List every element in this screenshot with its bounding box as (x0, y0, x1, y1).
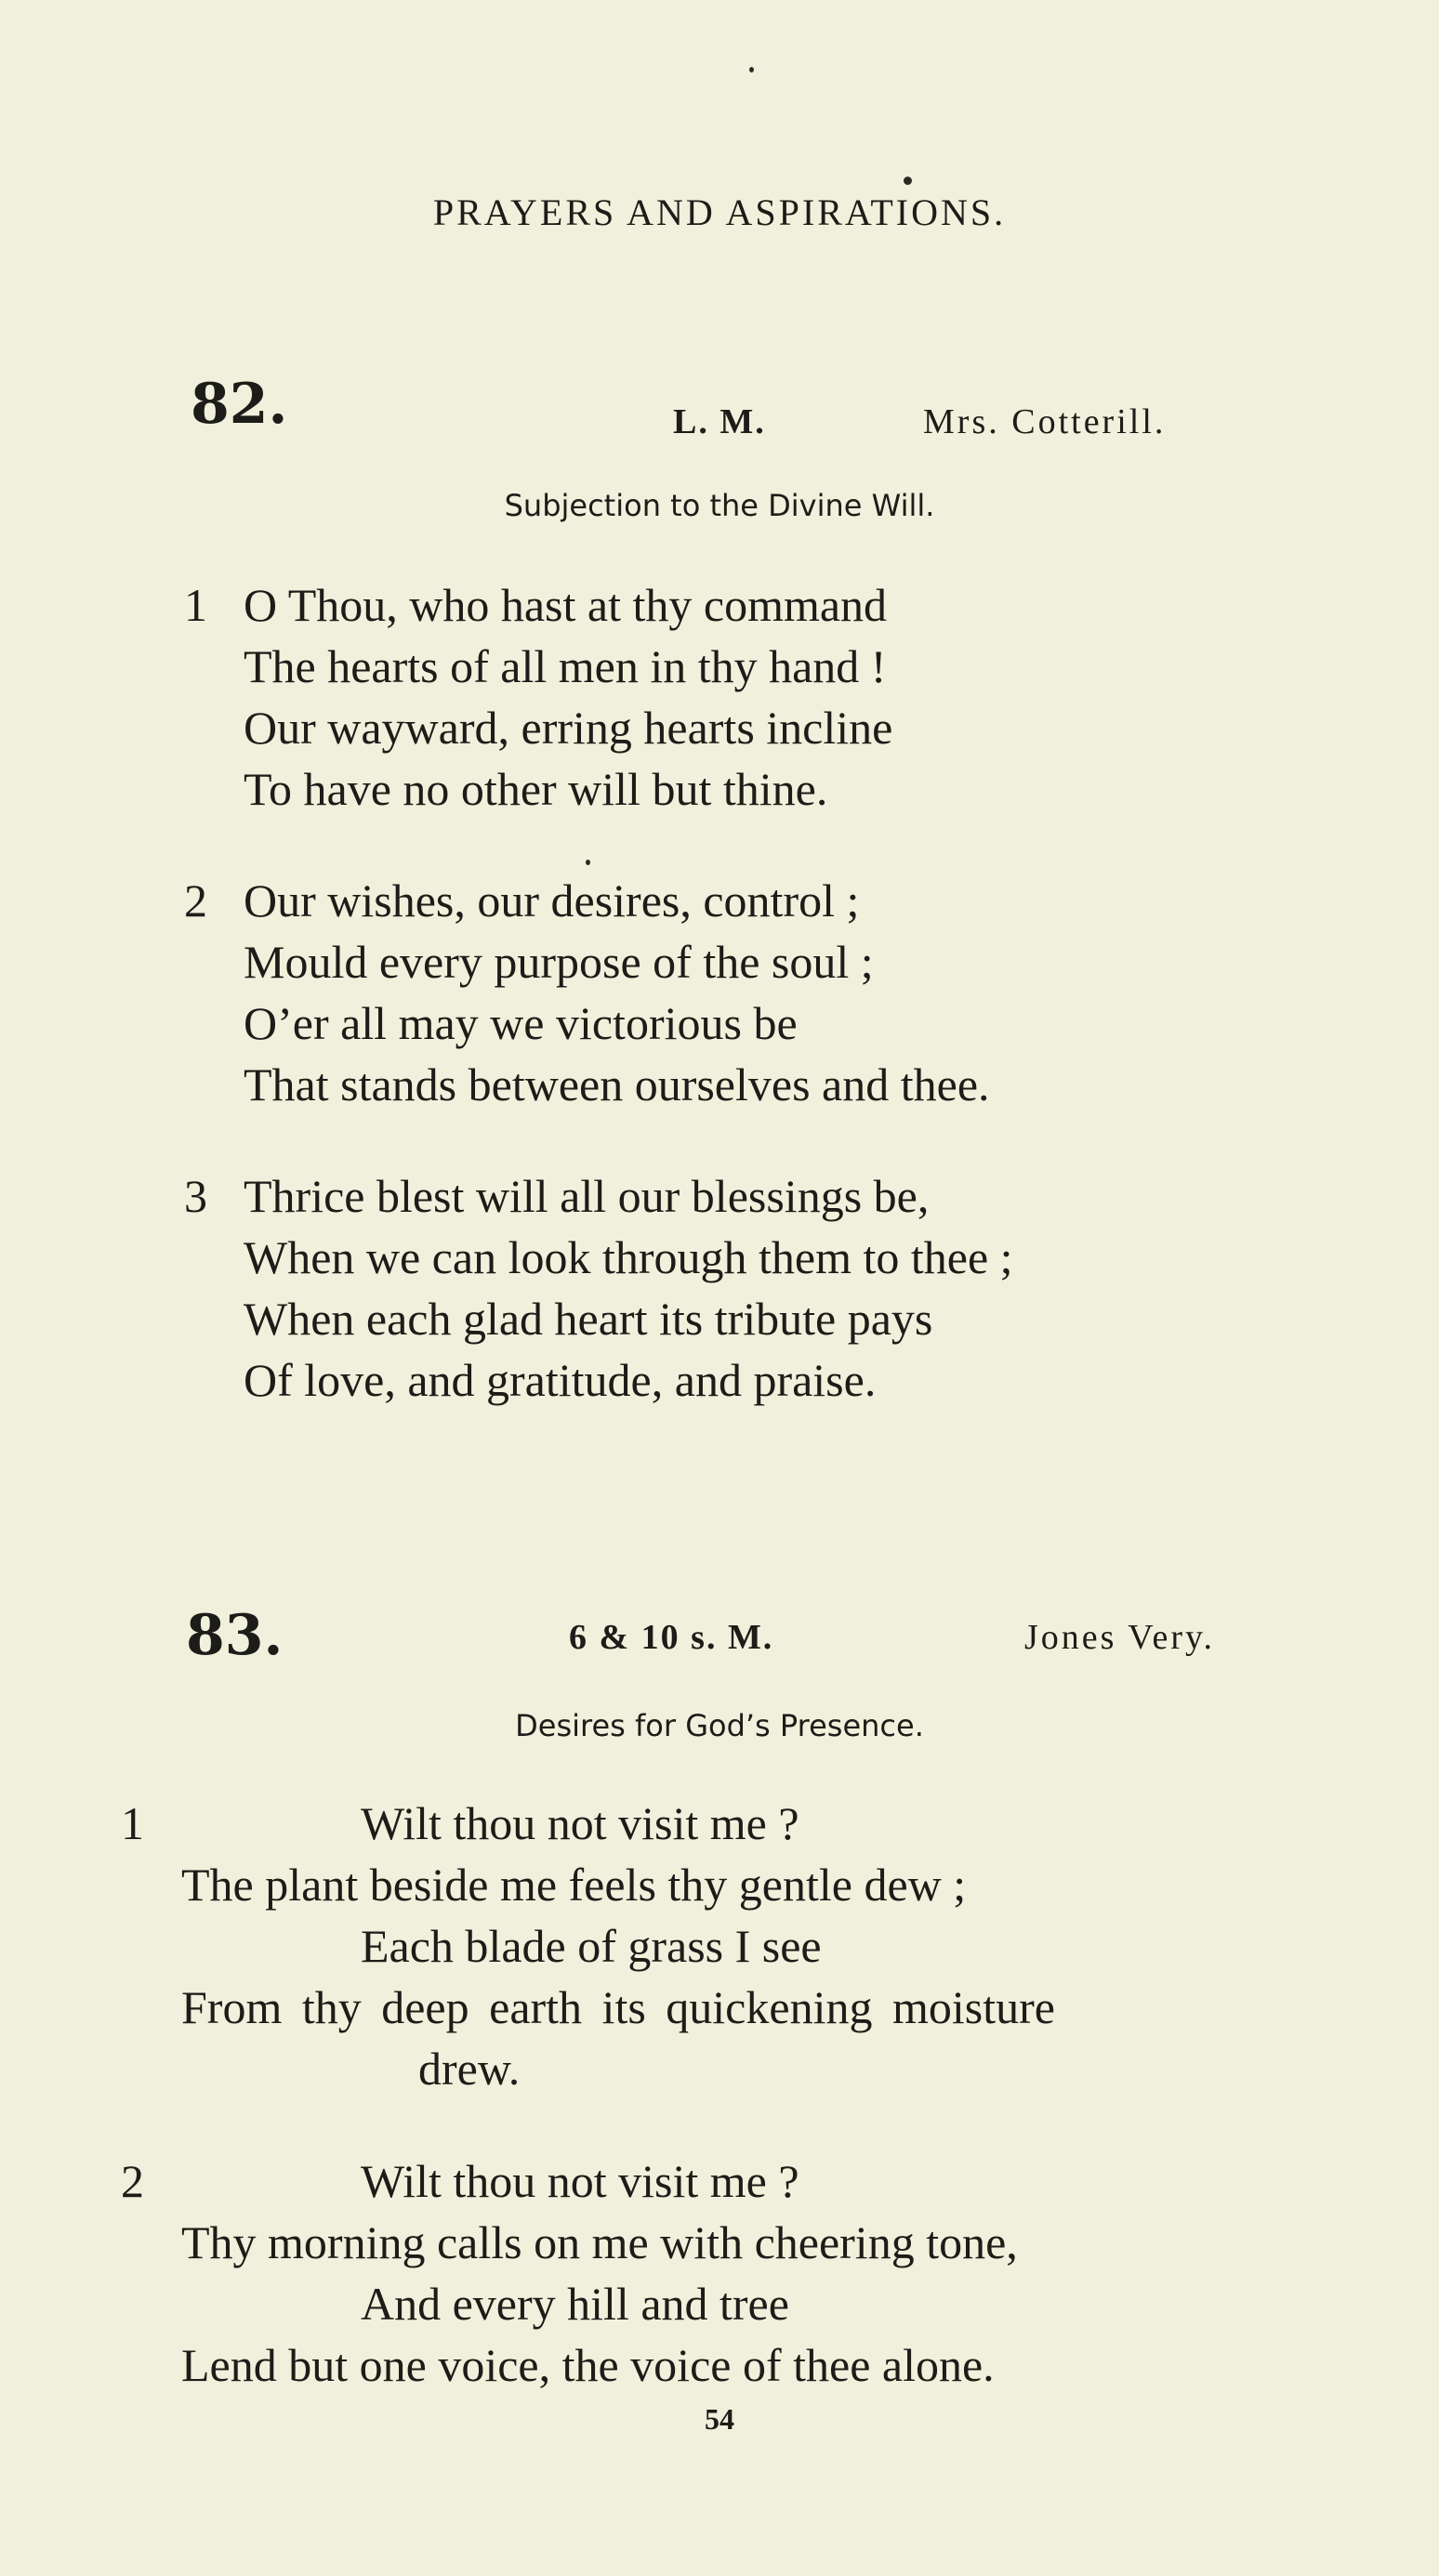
verse-line: Wilt thou not visit me ? (361, 1797, 799, 1849)
stanza-number: 1 (121, 1797, 144, 1849)
verse-line: Of love, and gratitude, and praise. (244, 1354, 877, 1406)
hymn-subtitle: Desires for God’s Presence. (515, 1708, 924, 1743)
hymn-number: 83. (186, 1603, 284, 1668)
stanza-number: 1 (184, 579, 207, 631)
verse-line: When we can look through them to thee ; (244, 1231, 1013, 1283)
verse-line: The plant beside me feels thy gentle dew ; (181, 1859, 967, 1911)
hymn-author: Jones Very. (1024, 1618, 1216, 1657)
verse-line: drew. (418, 2043, 521, 2095)
hymn-number: 82. (191, 372, 288, 437)
verse-line: And every hill and tree (361, 2278, 789, 2330)
verse-line: O’er all may we victorious be (244, 997, 798, 1049)
verse-line: O Thou, who hast at thy command (244, 579, 888, 631)
hymn-meter: 6 & 10 s. M. (569, 1618, 774, 1657)
stanza-number: 2 (121, 2155, 144, 2207)
verse-line: Wilt thou not visit me ? (361, 2155, 799, 2207)
verse-line: When each glad heart its tribute pays (244, 1293, 933, 1345)
stanza-number: 2 (184, 874, 207, 927)
verse-line: Thy morning calls on me with cheering tone, (181, 2216, 1018, 2268)
verse-line: To have no other will but thine. (244, 763, 828, 815)
verse-line: Lend but one voice, the voice of thee alone. (181, 2339, 995, 2391)
hymn-subtitle: Subjection to the Divine Will. (504, 488, 935, 523)
verse-line: Mould every purpose of the soul ; (244, 936, 874, 988)
verse-line: That stands between ourselves and thee. (244, 1058, 990, 1111)
verse-line: Our wishes, our desires, control ; (244, 874, 860, 927)
hymn-meter: L. M. (673, 402, 766, 441)
running-head: PRAYERS AND ASPIRATIONS. (432, 191, 1007, 233)
verse-line: From thy deep earth its quickening moisture (181, 1981, 1055, 2033)
stanza-number: 3 (184, 1170, 207, 1222)
verse-line: Each blade of grass I see (361, 1920, 822, 1972)
verse-line: The hearts of all men in thy hand ! (244, 640, 887, 692)
page-number: 54 (705, 2402, 734, 2436)
hymn-author: Mrs. Cotterill. (923, 402, 1167, 441)
verse-line: Our wayward, erring hearts incline (244, 702, 893, 754)
verse-line: Thrice blest will all our blessings be, (244, 1170, 930, 1222)
